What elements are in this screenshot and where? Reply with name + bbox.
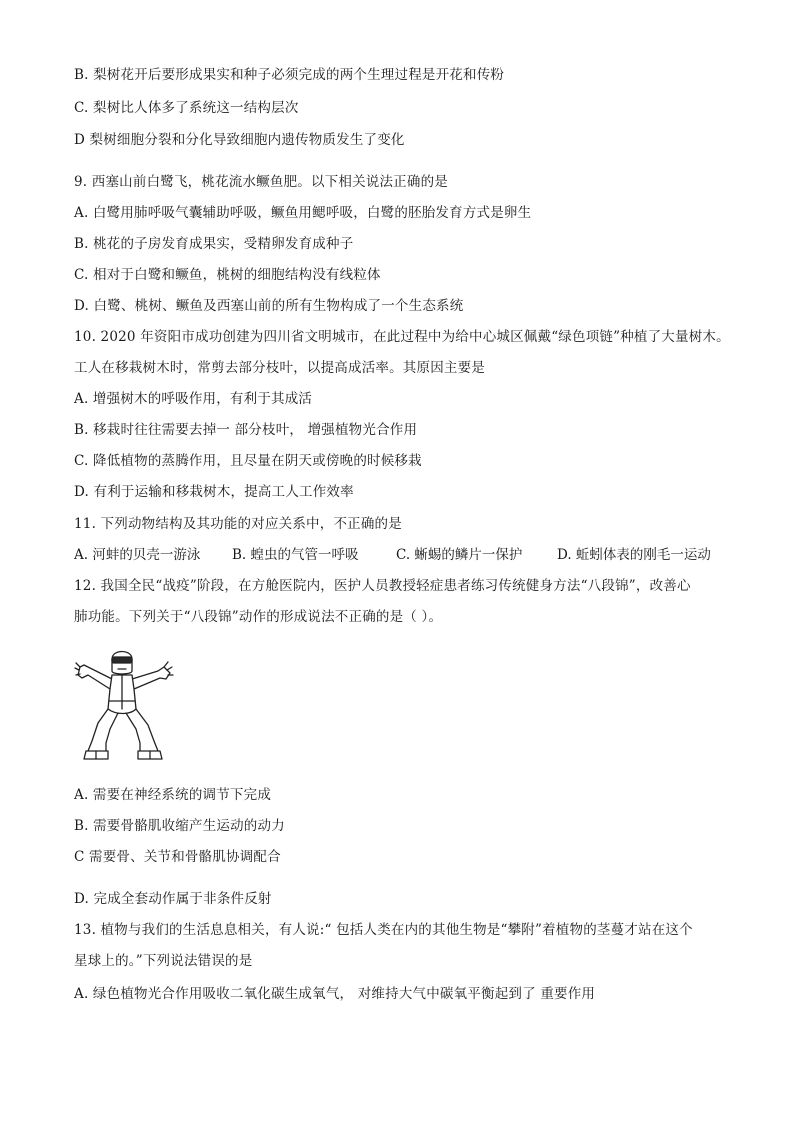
question-8-option-c: C. 梨树比人体多了系统这一结构层次 <box>74 100 299 116</box>
question-11-option-c: C. 蜥蜴的鳞片一保护 <box>396 547 523 563</box>
question-12-option-c: C 需要骨、关节和骨骼肌协调配合 <box>74 849 281 865</box>
question-10-option-b: B. 移栽时往往需要去掉一 部分枝叶， 增强植物光合作用 <box>74 422 418 438</box>
question-11-option-d: D. 蚯蚓体表的刚毛一运动 <box>557 547 711 563</box>
question-12-stem-line-1: 12. 我国全民“战疫”阶段，在方舱医院内，医护人员教授轻症患者练习传统健身方法“八段锦”，改善心 <box>74 578 691 594</box>
question-8-option-d: D 梨树细胞分裂和分化导致细胞内遗传物质发生了变化 <box>74 132 405 148</box>
question-13-option-a: A. 绿色植物光合作用吸收二氧化碳生成氧气， 对维持大气中碳氧平衡起到了 重要作用 <box>74 986 596 1002</box>
question-13-stem-line-2: 星球上的。”下列说法错误的是 <box>74 953 253 969</box>
question-10-option-d: D. 有利于运输和移栽树木，提高工人工作效率 <box>74 484 354 500</box>
question-10-option-c: C. 降低植物的蒸腾作用，且尽量在阴天或傍晚的时候移栽 <box>74 453 422 469</box>
question-10-stem-line-2: 工人在移栽树木时，常剪去部分枝叶，以提高成活率。其原因主要是 <box>74 360 485 376</box>
question-8-option-b: B. 梨树花开后要形成果实和种子必须完成的两个生理过程是开花和传粉 <box>74 67 505 83</box>
question-9-option-a: A. 白鹭用肺呼吸气囊辅助呼吸，鳜鱼用鳃呼吸，白鹭的胚胎发育方式是卵生 <box>74 205 532 221</box>
question-10-option-a: A. 增强树木的呼吸作用，有利于其成活 <box>74 391 313 407</box>
question-9-option-b: B. 桃花的子房发育成果实，受精卵发育成种子 <box>74 236 354 252</box>
question-13-stem-line-1: 13. 植物与我们的生活息息相关，有人说:“ 包括人类在内的其他生物是“攀附”着植物的茎蔓才站在这个 <box>74 922 693 938</box>
question-11-options <box>74 546 734 564</box>
question-11-stem: 11. 下列动物结构及其功能的对应关系中，不正确的是 <box>74 516 402 532</box>
question-11-option-a: A. 河蚌的贝壳一游泳 <box>74 547 201 563</box>
question-12-option-d: D. 完成全套动作属于非条件反射 <box>74 891 272 907</box>
person-in-protective-suit-icon <box>74 645 174 767</box>
question-12-option-a: A. 需要在神经系统的调节下完成 <box>74 787 272 803</box>
question-9-option-c: C. 相对于白鹭和鳜鱼，桃树的细胞结构没有线粒体 <box>74 267 381 283</box>
question-12-stem-line-2: 肺功能。下列关于“八段锦”动作的形成说法不正确的是（ ）。 <box>74 609 443 625</box>
question-12-option-b: B. 需要骨骼肌收缩产生运动的动力 <box>74 818 285 834</box>
question-9-stem: 9. 西塞山前白鹭飞，桃花流水鳜鱼肥。以下相关说法正确的是 <box>74 174 448 190</box>
question-9-option-d: D. 白鹭、桃树、鳜鱼及西塞山前的所有生物构成了一个生态系统 <box>74 298 464 314</box>
question-10-stem-line-1: 10. 2020 年资阳市成功创建为四川省文明城市，在此过程中为给中心城区佩戴“绿色项链”种植了大量树木。 <box>74 329 730 345</box>
baduanjin-figure-illustration <box>74 645 174 767</box>
question-11-option-b: B. 蝗虫的气管一呼吸 <box>232 547 359 563</box>
